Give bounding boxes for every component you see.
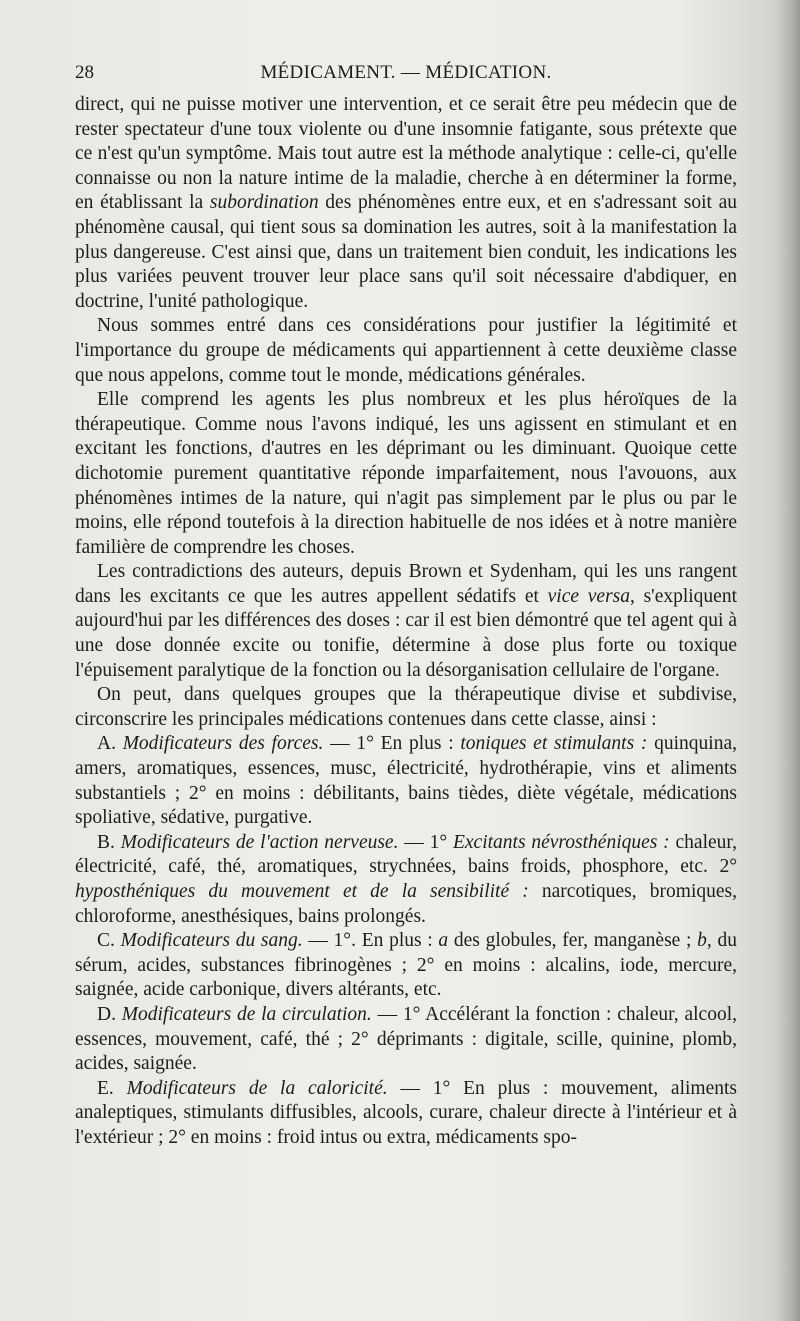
italic-text: Modificateurs de l'action nerveuse. (120, 831, 399, 853)
text-run: — 1° En plus : (323, 733, 461, 755)
paragraph-p10 (75, 1077, 737, 1151)
italic-text: subordination (209, 192, 319, 214)
paragraph-p8 (75, 929, 737, 1003)
italic-text: vice versa (547, 585, 630, 607)
text-run: — 1° Accélérant la fonction : chaleur, alcool, essences, mouvement, café, thé ; 2° déprimants : digitale, scille, quinine, plomb, acides, saignée. (75, 1003, 737, 1075)
paragraph-p5 (75, 683, 737, 732)
page-number: 28 (75, 62, 94, 83)
italic-text: Modificateurs de la circulation. (121, 1003, 372, 1025)
italic-text: Excitants névrosthéniques : (452, 831, 670, 853)
italic-text: a (438, 930, 449, 952)
text-run: direct, qui ne puisse motiver une intervention, et ce serait être peu médecin que de rester spectateur d'une toux violente ou d'une insomnie fatigante, sous prétexte que ce n'est qu'un symptôme. Mais tout autre est la méthode analytique : celle-ci, qu'elle connaisse ou non la nature intime de la maladie, cherche à en déterminer la forme, en établissant la (75, 94, 737, 214)
text-run: Nous sommes entré dans ces considérations pour justifier la légitimité et l'importance du groupe de médicaments qui appartiennent à cette deuxième classe que nous appelons, comme tout le monde, médications générales. (75, 315, 737, 386)
text-run: A. (97, 733, 123, 755)
body-text (75, 93, 737, 1151)
paragraph-p9 (75, 1003, 737, 1077)
text-run: , s'expliquent aujourd'hui par les différences des doses : car il est bien démontré que tel agent qui à une dose donnée excite ou tonifie, détermine à dose plus forte ou toxique l'épuisement paralytique de la fonction ou la désorganisation cellulaire de l'organe. (75, 585, 738, 681)
italic-text: Modificateurs de la caloricité. (126, 1077, 388, 1099)
text-run: quinquina, amers, aromatiques, essences, musc, électricité, hydrothérapie, vins et aliments substantiels ; 2° en moins : débilitants, bains tièdes, diète végétale, médications spoliative, sédative, purgative. (75, 733, 737, 829)
running-title: MÉDICAMENT. — MÉDICATION. (260, 62, 552, 83)
text-run: — 1°. En plus : (302, 930, 439, 952)
text-run: — 1° (398, 831, 453, 853)
text-run: des phénomènes entre eux, et en s'adressant soit au phénomène causal, qui tient sous sa domination les autres, soit à la manifestation la plus dangereuse. C'est ainsi que, dans un traitement bien conduit, les indications les plus variées peuvent trouver leur place sans qu'il soit nécessaire d'abdiquer, en doctrine, l'unité pathologique. (75, 192, 737, 312)
text-run: , du sérum, acides, substances fibrinogènes ; 2° en moins : alcalins, iode, mercure, saignée, acide carbonique, divers altérants, etc. (75, 930, 738, 1001)
italic-text: Modificateurs des forces. (122, 733, 324, 755)
text-run: B. (97, 831, 121, 853)
page-edge-shadow (776, 0, 800, 1321)
italic-text: hyposthéniques du mouvement et de la sensibilité : (75, 881, 529, 902)
text-run: Elle comprend les agents les plus nombreux et les plus héroïques de la thérapeutique. Comme nous l'avons indiqué, les uns agissent en stimulant et en excitant les fonctions, d'autres en les déprimant ou les diminuant. Quoique cette dichotomie purement quantitative réponde imparfaitement, nous l'avouons, aux phénomènes intimes de la nature, qui n'agit pas simplement par le plus ou par le moins, elle répond toutefois à la direction habituelle de nos idées et à notre manière familière de comprendre les choses. (75, 389, 737, 558)
paragraph-p1 (75, 93, 737, 314)
paragraph-p7 (75, 831, 737, 929)
text-run: narcotiques, bromiques, chloroforme, anesthésiques, bains prolongés. (75, 881, 737, 927)
paragraph-p2 (75, 314, 737, 388)
text-run: des globules, fer, manganèse ; (448, 930, 698, 952)
text-run: — 1° En plus : mouvement, aliments analeptiques, stimulants diffusibles, alcools, curare, chaleur directe à l'intérieur et à l'extérieur ; 2° en moins : froid intus ou extra, médicaments spo- (75, 1077, 737, 1148)
paragraph-p4 (75, 560, 737, 683)
paragraph-p6 (75, 732, 737, 830)
text-run: On peut, dans quelques groupes que la thérapeutique divise et subdivise, circonscrire les principales médications contenues dans cette classe, ainsi : (75, 684, 737, 730)
text-run: Les contradictions des auteurs, depuis Brown et Sydenham, qui les uns rangent dans les excitants ce que les autres appellent sédatifs et (75, 561, 737, 607)
text-run: E. (97, 1077, 127, 1099)
text-run: chaleur, électricité, café, thé, aromatiques, strychnées, bains froids, phosphore, etc. 2° (75, 831, 737, 878)
text-run: D. (97, 1003, 122, 1025)
paragraph-p3 (75, 388, 737, 560)
text-run: C. (97, 930, 121, 952)
page-header (75, 58, 737, 88)
italic-text: b (697, 930, 707, 952)
italic-text: Modificateurs du sang. (120, 930, 303, 952)
italic-text: toniques et stimulants : (460, 733, 648, 755)
